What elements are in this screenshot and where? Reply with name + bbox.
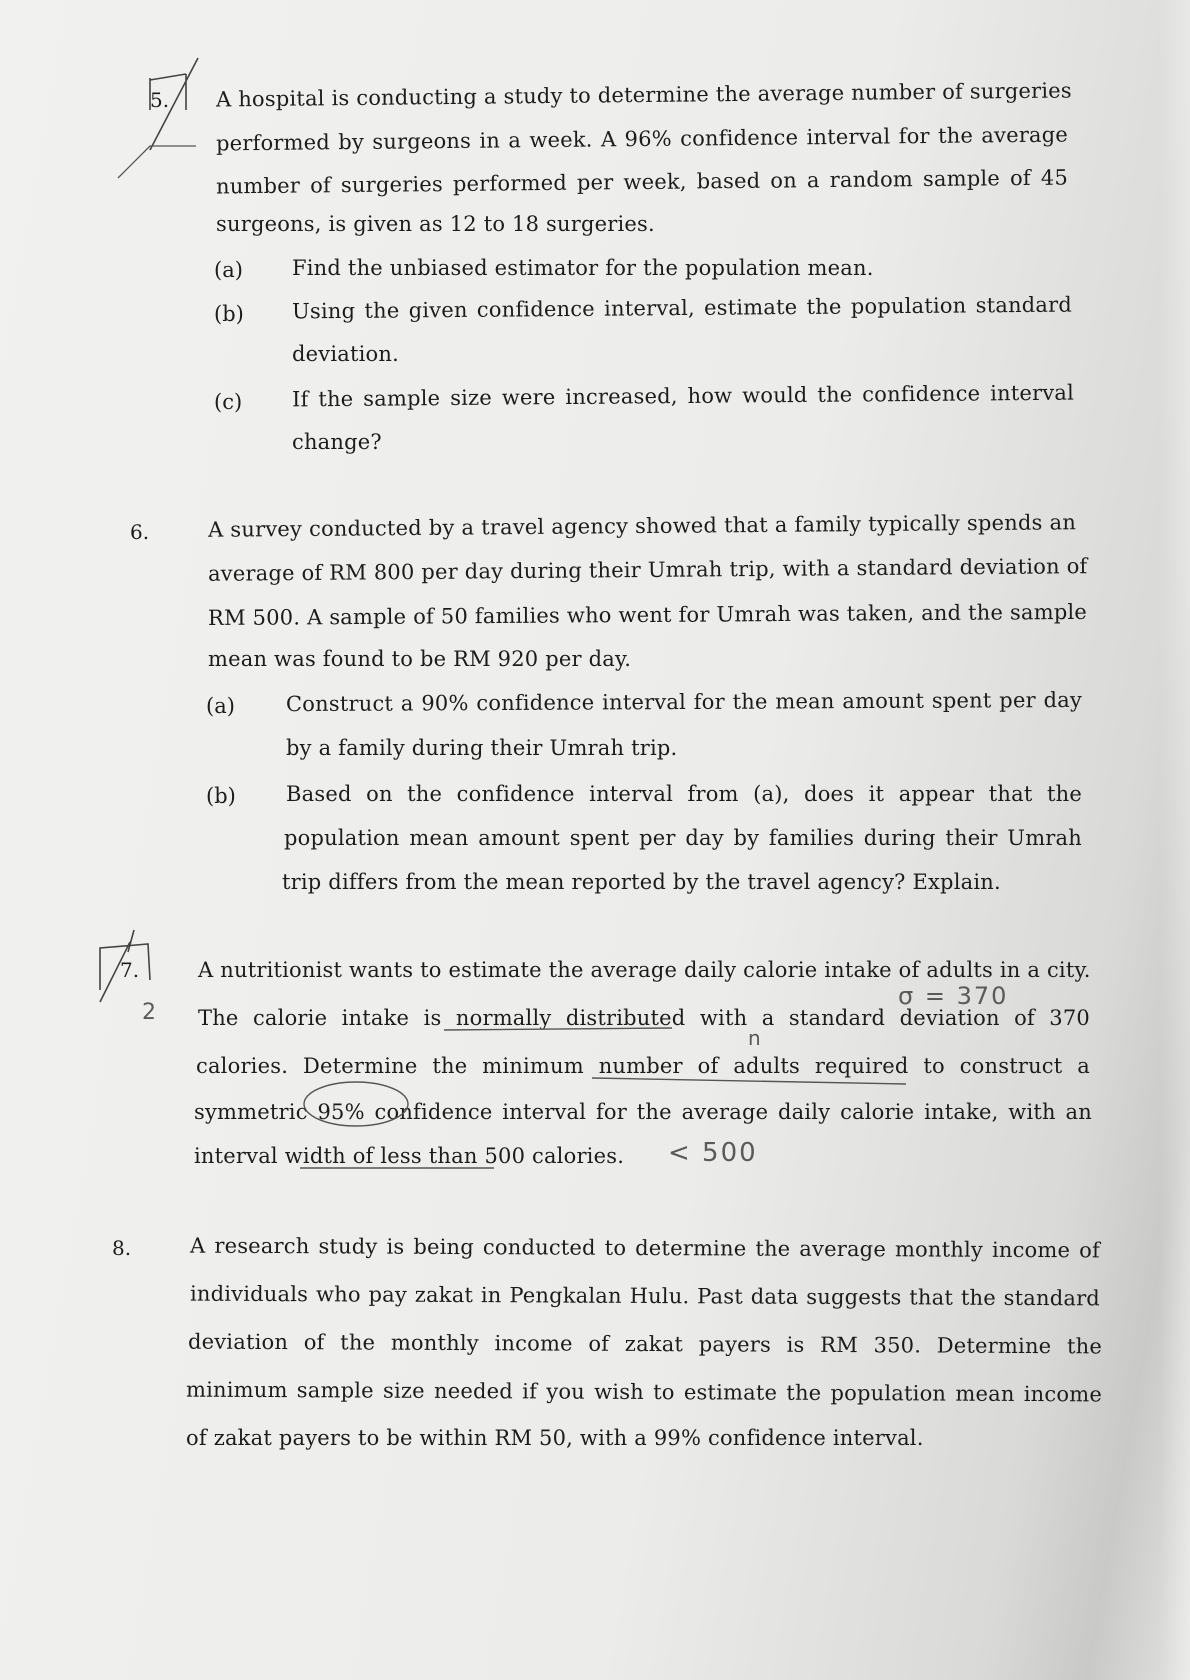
handwritten-width-note: < 500 (668, 1138, 758, 1168)
part-label: (a) (206, 694, 235, 718)
question-text-line: individuals who pay zakat in Pengkalan Hulu. Past data suggests that the standard (189, 1281, 1101, 1311)
question-number: 5. (150, 88, 170, 112)
part-label: (c) (214, 390, 243, 414)
question-text-line: A hospital is conducting a study to determine the average number of surgeries (215, 78, 1072, 112)
part-text-line: change? (292, 430, 382, 454)
part-text-line: deviation. (292, 342, 399, 366)
question-text-line: minimum sample size needed if you wish to estimate the population mean income (185, 1377, 1103, 1407)
part-text-line: trip differs from the mean reported by the travel agency? Explain. (282, 870, 1001, 894)
page-edge-shadow (1160, 0, 1190, 1680)
part-text-line: by a family during their Umrah trip. (286, 736, 678, 760)
question-text-line: deviation of the monthly income of zakat payers is RM 350. Determine the (187, 1329, 1103, 1359)
question-text-line: A survey conducted by a travel agency showed that a family typically spends an (207, 510, 1077, 542)
part-label: (b) (206, 784, 236, 808)
part-label: (a) (214, 258, 243, 282)
question-text-line: mean was found to be RM 920 per day. (208, 647, 632, 671)
part-text-line: Using the given confidence interval, estimate the population standard (291, 292, 1073, 324)
question-number: 7. (120, 958, 140, 982)
question-text-line: surgeons, is given as 12 to 18 surgeries. (216, 212, 655, 236)
question-text-line: A research study is being conducted to determine the average monthly income of (189, 1233, 1101, 1263)
part-text-line: Based on the confidence interval from (a), does it appear that the (286, 782, 1082, 806)
handwritten-n-note: n (748, 1026, 763, 1050)
part-text-line: population mean amount spent per day by families during their Umrah (284, 826, 1082, 850)
part-label: (b) (214, 302, 244, 326)
question-text-line: of zakat payers to be within RM 50, with a 99% confidence interval. (186, 1426, 924, 1450)
question-text-line: A nutritionist wants to estimate the average daily calorie intake of adults in a city. (198, 958, 1091, 982)
question-text-line: RM 500. A sample of 50 families who went for Umrah was taken, and the sample (207, 599, 1088, 631)
part-text-line: If the sample size were increased, how would the confidence interval (291, 380, 1075, 412)
question-text-line: performed by surgeons in a week. A 96% confidence interval for the average (215, 122, 1069, 156)
question-text-line: symmetric 95% confidence interval for the average daily calorie intake, with an (194, 1100, 1092, 1124)
part-text-line: Construct a 90% confidence interval for the mean amount spent per day (285, 687, 1083, 717)
question-number: 6. (130, 520, 150, 544)
question-text-line: number of surgeries performed per week, based on a random sample of 45 (215, 165, 1069, 199)
question-text-line: average of RM 800 per day during their Umrah trip, with a standard deviation of (207, 554, 1088, 586)
question-text-line: calories. Determine the minimum number of adults required to construct a (196, 1054, 1090, 1078)
handwritten-sigma-note: σ = 370 (898, 982, 1009, 1010)
question-text-line: interval width of less than 500 calories. (194, 1144, 625, 1168)
question-text-line: The calorie intake is normally distributed with a standard deviation of 370 (198, 1006, 1090, 1030)
handwritten-margin-mark: 2 (142, 1000, 158, 1025)
part-text-line: Find the unbiased estimator for the population mean. (292, 256, 874, 280)
question-number: 8. (112, 1236, 132, 1260)
